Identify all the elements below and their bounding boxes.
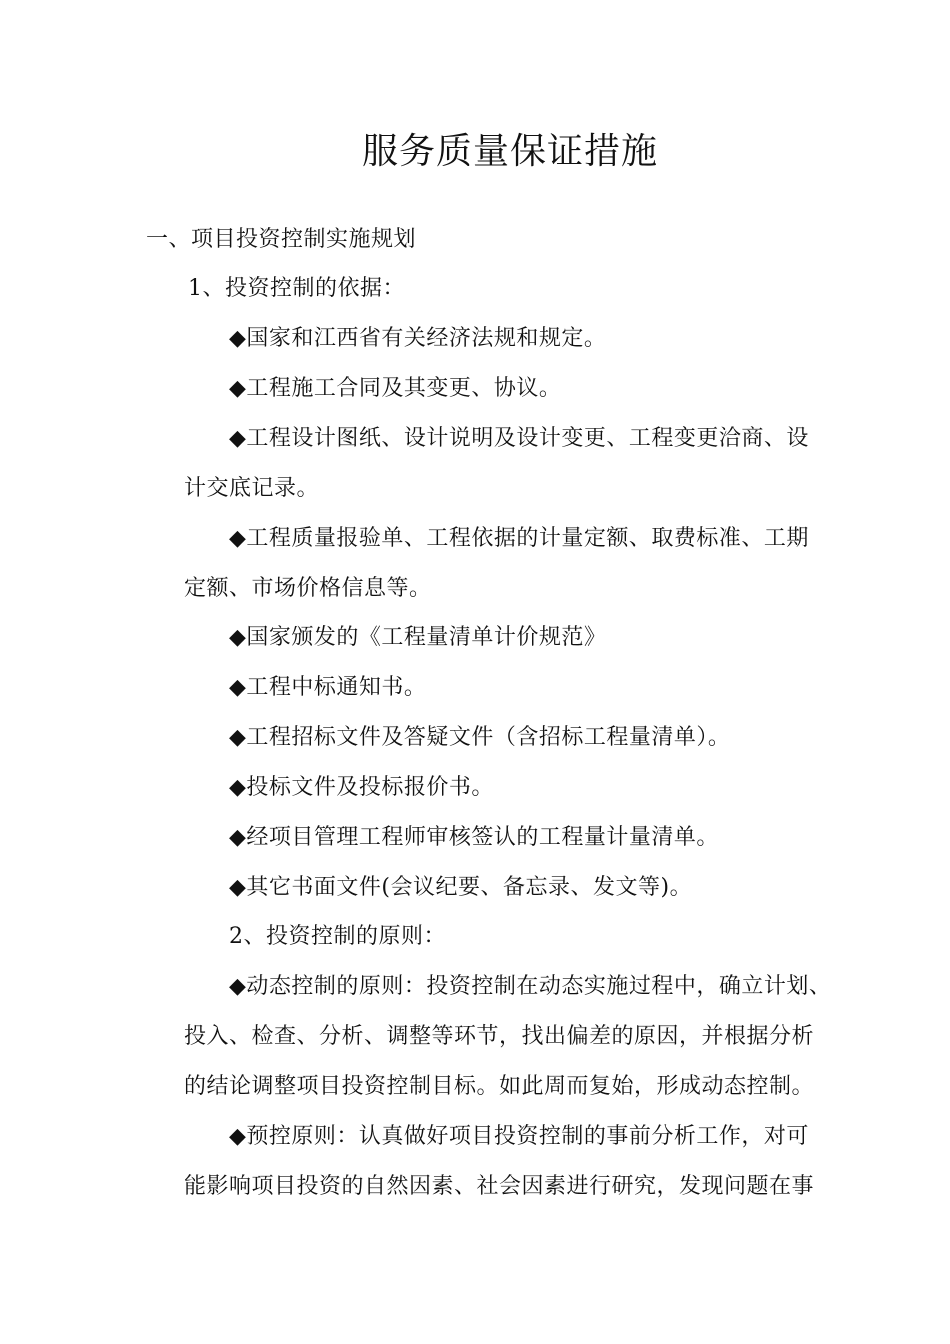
basis-item-9: ◆经项目管理工程师审核签认的工程量计量清单。	[229, 825, 719, 850]
subsection-heading-1: 1、投资控制的依据：	[188, 276, 405, 301]
principle-2-line-1: ◆预控原则：认真做好项目投资控制的事前分析工作，对可	[229, 1124, 809, 1149]
basis-item-3-line-2: 计交底记录。	[184, 476, 320, 501]
principle-2-line-2: 能影响项目投资的自然因素、社会因素进行研究，发现问题在事	[184, 1174, 815, 1199]
basis-item-8: ◆投标文件及投标报价书。	[229, 775, 494, 800]
basis-item-3-line-1: ◆工程设计图纸、设计说明及设计变更、工程变更洽商、设	[229, 426, 809, 451]
section-heading-1: 一、项目投资控制实施规划	[146, 227, 417, 252]
principle-1-line-2: 投入、检查、分析、调整等环节，找出偏差的原因，并根据分析	[184, 1024, 815, 1049]
basis-item-5: ◆国家颁发的《工程量清单计价规范》	[229, 625, 607, 650]
basis-item-1: ◆国家和江西省有关经济法规和规定。	[229, 326, 607, 351]
basis-item-7: ◆工程招标文件及答疑文件（含招标工程量清单）。	[229, 725, 731, 750]
page-title: 服务质量保证措施	[361, 131, 658, 172]
basis-item-4-line-2: 定额、市场价格信息等。	[184, 576, 432, 601]
principle-1-line-1: ◆动态控制的原则：投资控制在动态实施过程中，确立计划、	[229, 974, 832, 999]
subsection-heading-2: 2、投资控制的原则：	[229, 924, 446, 949]
basis-item-2: ◆工程施工合同及其变更、协议。	[229, 376, 562, 401]
basis-item-6: ◆工程中标通知书。	[229, 675, 427, 700]
basis-item-4-line-1: ◆工程质量报验单、工程依据的计量定额、取费标准、工期	[229, 526, 809, 551]
basis-item-10: ◆其它书面文件(会议纪要、备忘录、发文等)。	[229, 875, 693, 900]
principle-1-line-3: 的结论调整项目投资控制目标。如此周而复始，形成动态控制。	[184, 1074, 815, 1099]
